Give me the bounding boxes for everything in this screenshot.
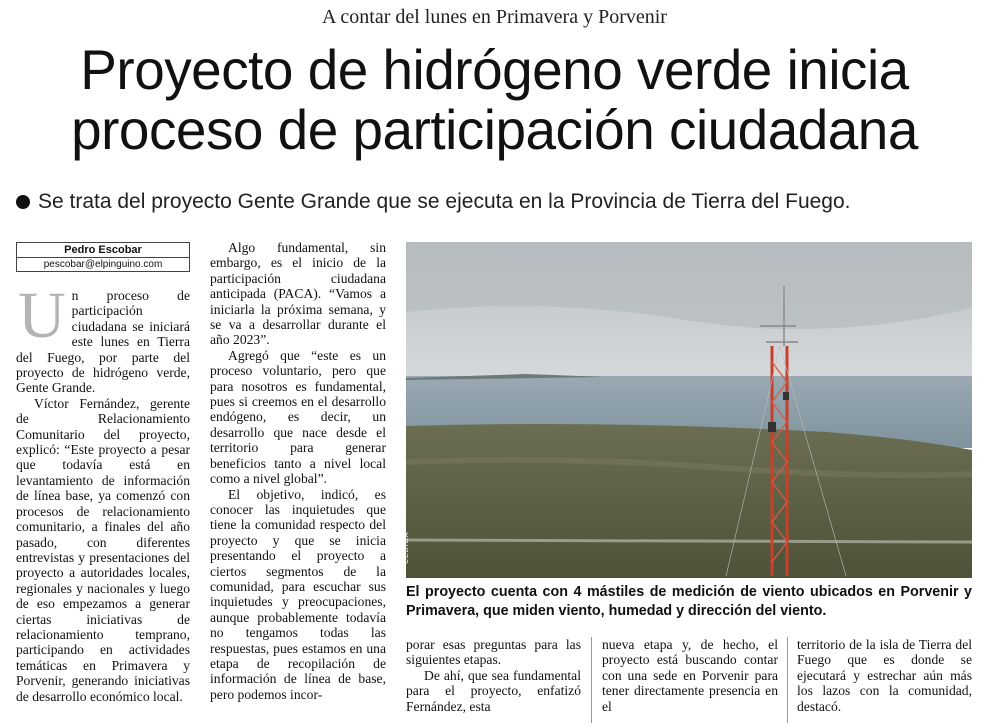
byline-email: pescobar@elpinguino.com	[43, 259, 163, 270]
kicker: A contar del lunes en Primavera y Porvenir	[322, 6, 667, 28]
column-1	[16, 279, 190, 704]
byline	[16, 242, 190, 272]
paragraph: El objetivo, indicó, es conocer las inquietudes que tiene la comunidad respecto del proyecto y que se inicia presentando el proyecto a ciertos segmentos de la comunidad, para escuchar sus inquietudes y preocupaciones, aunque probablemente todavía no tengamos todas las respuestas, pues estamos en una etapa de recopilación de información de línea de base, pero podemos incor-	[210, 486, 386, 702]
column-2	[210, 240, 386, 702]
road	[406, 540, 972, 542]
column-divider	[787, 637, 788, 723]
landscape-image	[406, 242, 972, 578]
column-4	[602, 637, 778, 714]
column-5	[797, 637, 972, 714]
paragraph: Algo fundamental, sin embargo, es el inicio de la participación ciudadana anticipada (PACA). “Vamos a iniciarla la próxima semana, y se va a desarrollar durante el año 2023”.	[210, 240, 386, 348]
paragraph: nueva etapa y, de hecho, el proyecto está buscando contar con una sede en Porvenir para tener directamente presencia en el	[602, 637, 778, 714]
byline-name: Pedro Escobar	[17, 243, 189, 258]
paragraph: n proceso de participación ciudadana se iniciará este lunes en Tierra del Fuego, por parte del proyecto de hidrógeno verde, Gente Grande.	[16, 288, 190, 396]
subhead	[16, 190, 976, 214]
land	[406, 424, 972, 578]
paragraph: porar esas preguntas para las siguientes etapas.	[406, 637, 581, 668]
photo-caption: El proyecto cuenta con 4 mástiles de medición de viento ubicados en Porvenir y Primavera, que miden viento, humedad y dirección del viento.	[406, 584, 972, 619]
article-photo	[403, 242, 972, 578]
column-divider	[591, 637, 592, 723]
subhead-text: Se trata del proyecto Gente Grande que se ejecuta en la Provincia de Tierra del Fuego.	[38, 190, 851, 213]
bullet-icon	[16, 195, 30, 209]
photo-credit: CEDIDA	[403, 531, 410, 564]
paragraph: Víctor Fernández, gerente de Relacionamiento Comunitario del proyecto, explicó: “Este proyecto a pesar que todavía está en levantamiento de información de línea base, ya comenzó con procesos de relacionamiento comunitario, a finales del año pasado, con diferentes entrevistas y presentaciones del proyecto a autoridades locales, regionales y nacionales y luego de eso empezamos a generar ciertas iniciativas de relacionamiento temprano, participando en actividades temáticas en Primavera y Porvenir, generando iniciativas de desarrollo económico local.	[16, 395, 190, 704]
paragraph: Agregó que “este es un proceso voluntario, pero que para nosotros es fundamental, pues si creemos en el desarrollo endógeno, es decir, un desarrollo que nace desde el territorio para generar beneficios tanto a nivel local como a nivel global”.	[210, 347, 386, 487]
paragraph: territorio de la isla de Tierra del Fuego que es donde se ejecutará y estrechar aún más los lazos con la comunidad, destacó.	[797, 637, 972, 714]
headline: Proyecto de hidrógeno verde inicia proceso de participación ciudadana	[71, 38, 918, 161]
column-3	[406, 637, 581, 714]
dropcap: U	[18, 279, 66, 352]
paragraph: De ahí, que sea fundamental para el proyecto, enfatizó Fernández, esta	[406, 667, 581, 714]
